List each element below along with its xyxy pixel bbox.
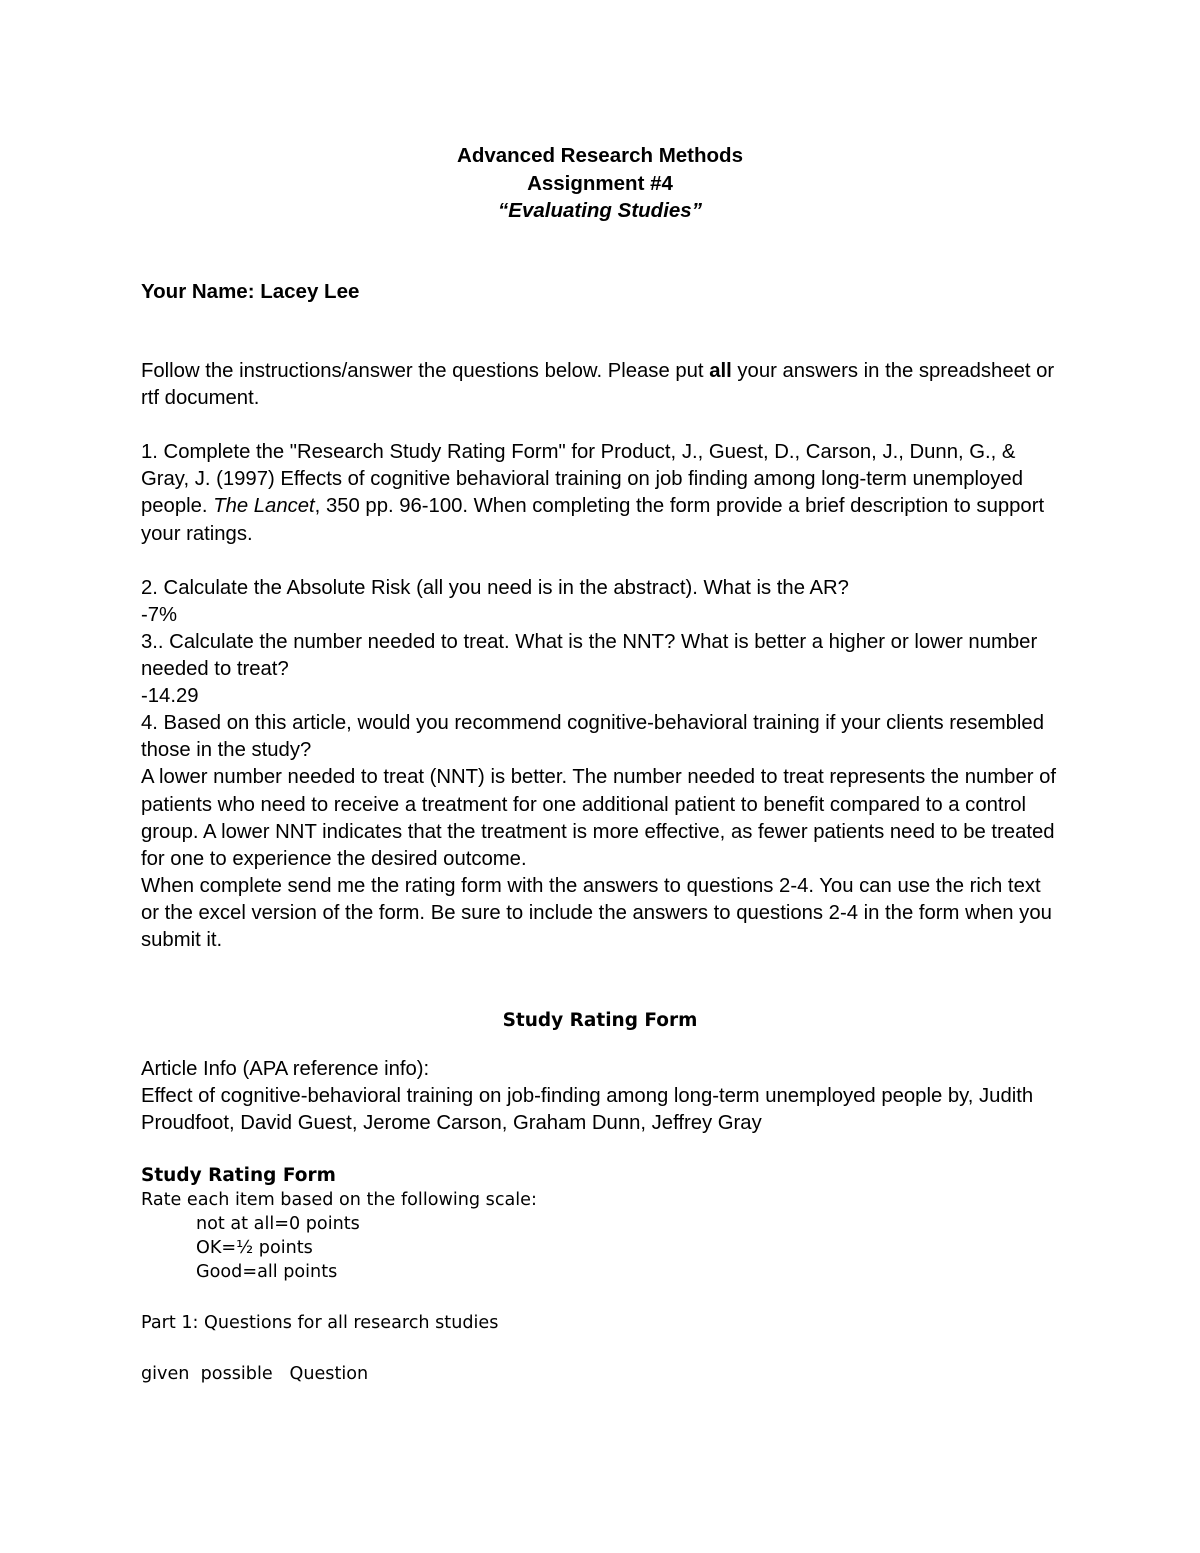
column-question: Question — [289, 1364, 369, 1384]
closing-paragraph: When complete send me the rating form with the answers to questions 2-4. You can use the rich text or the excel version of the form. Be sure to include the answers to questions 2-4 in the form when you submit it. — [141, 874, 1052, 951]
intro-text-bold: all — [709, 360, 732, 382]
article-info-label: Article Info (APA reference info): — [141, 1058, 430, 1080]
question-1 — [141, 439, 1061, 547]
question-4: 4. Based on this article, would you recommend cognitive-behavioral training if your clients resembled those in the study? — [141, 712, 1044, 762]
scale-item-0: not at all=0 points — [196, 1214, 360, 1234]
instructions-body — [141, 358, 1061, 954]
part-1-heading: Part 1: Questions for all research studies — [141, 1313, 499, 1333]
scale-item-1: OK=½ points — [196, 1238, 313, 1258]
rating-form-heading: Study Rating Form — [141, 1165, 336, 1186]
question-4-answer: A lower number needed to treat (NNT) is better. The number needed to treat represents the number of patients who need to receive a treatment for one additional patient to benefit compared to a control group. A lower NNT indicates that the treatment is more effective, as fewer patients need to be treated for one to experience the desired outcome. — [141, 766, 1057, 870]
question-3-answer: -14.29 — [141, 685, 199, 708]
question-3: 3.. Calculate the number needed to treat. What is the NNT? What is better a higher or lower number needed to treat? — [141, 630, 1038, 681]
document-header — [0, 142, 1200, 225]
scale-intro: Rate each item based on the following scale: — [141, 1190, 537, 1210]
rating-form-section-title: Study Rating Form — [502, 1010, 698, 1031]
column-given: given — [141, 1364, 190, 1384]
question-1-text: 1. Complete the "Research Study Rating Form" for Product, J., Guest, D., Carson, J., Dunn, G., & Gray, J. (1997) Effects of cognitive behavioral training on job finding among long-term unemployed people. — [141, 441, 1023, 518]
assignment-title: Assignment #4 — [527, 171, 673, 195]
student-name: Your Name: Lacey Lee — [141, 280, 360, 303]
course-title: Advanced Research Methods — [457, 144, 743, 167]
intro-paragraph — [141, 358, 1061, 412]
question-2: 2. Calculate the Absolute Risk (all you need is in the abstract). What is the AR? — [141, 576, 849, 599]
article-info — [141, 1056, 1061, 1137]
journal-name: The Lancet — [213, 495, 315, 518]
rating-scale-block — [141, 1164, 1061, 1284]
intro-text-start: Follow the instructions/answer the questions below. Please put — [141, 360, 710, 382]
assignment-subtitle: “Evaluating Studies” — [498, 199, 702, 222]
article-info-text: Effect of cognitive-behavioral training on job-finding among long-term unemployed people by, Judith Proudfoot, David Guest, Jerome Carson, Graham Dunn, Jeffrey Gray — [141, 1085, 1034, 1135]
scale-item-2: Good=all points — [196, 1262, 338, 1282]
question-1-text-end: , 350 pp. 96-100. When completing the form provide a brief description to support your ratings. — [141, 495, 1045, 545]
form-column-headers — [141, 1362, 368, 1386]
question-2-answer: -7% — [141, 603, 178, 626]
intro-text-end: your answers in the spreadsheet or rtf document. — [141, 360, 1055, 410]
column-possible: possible — [200, 1364, 273, 1384]
